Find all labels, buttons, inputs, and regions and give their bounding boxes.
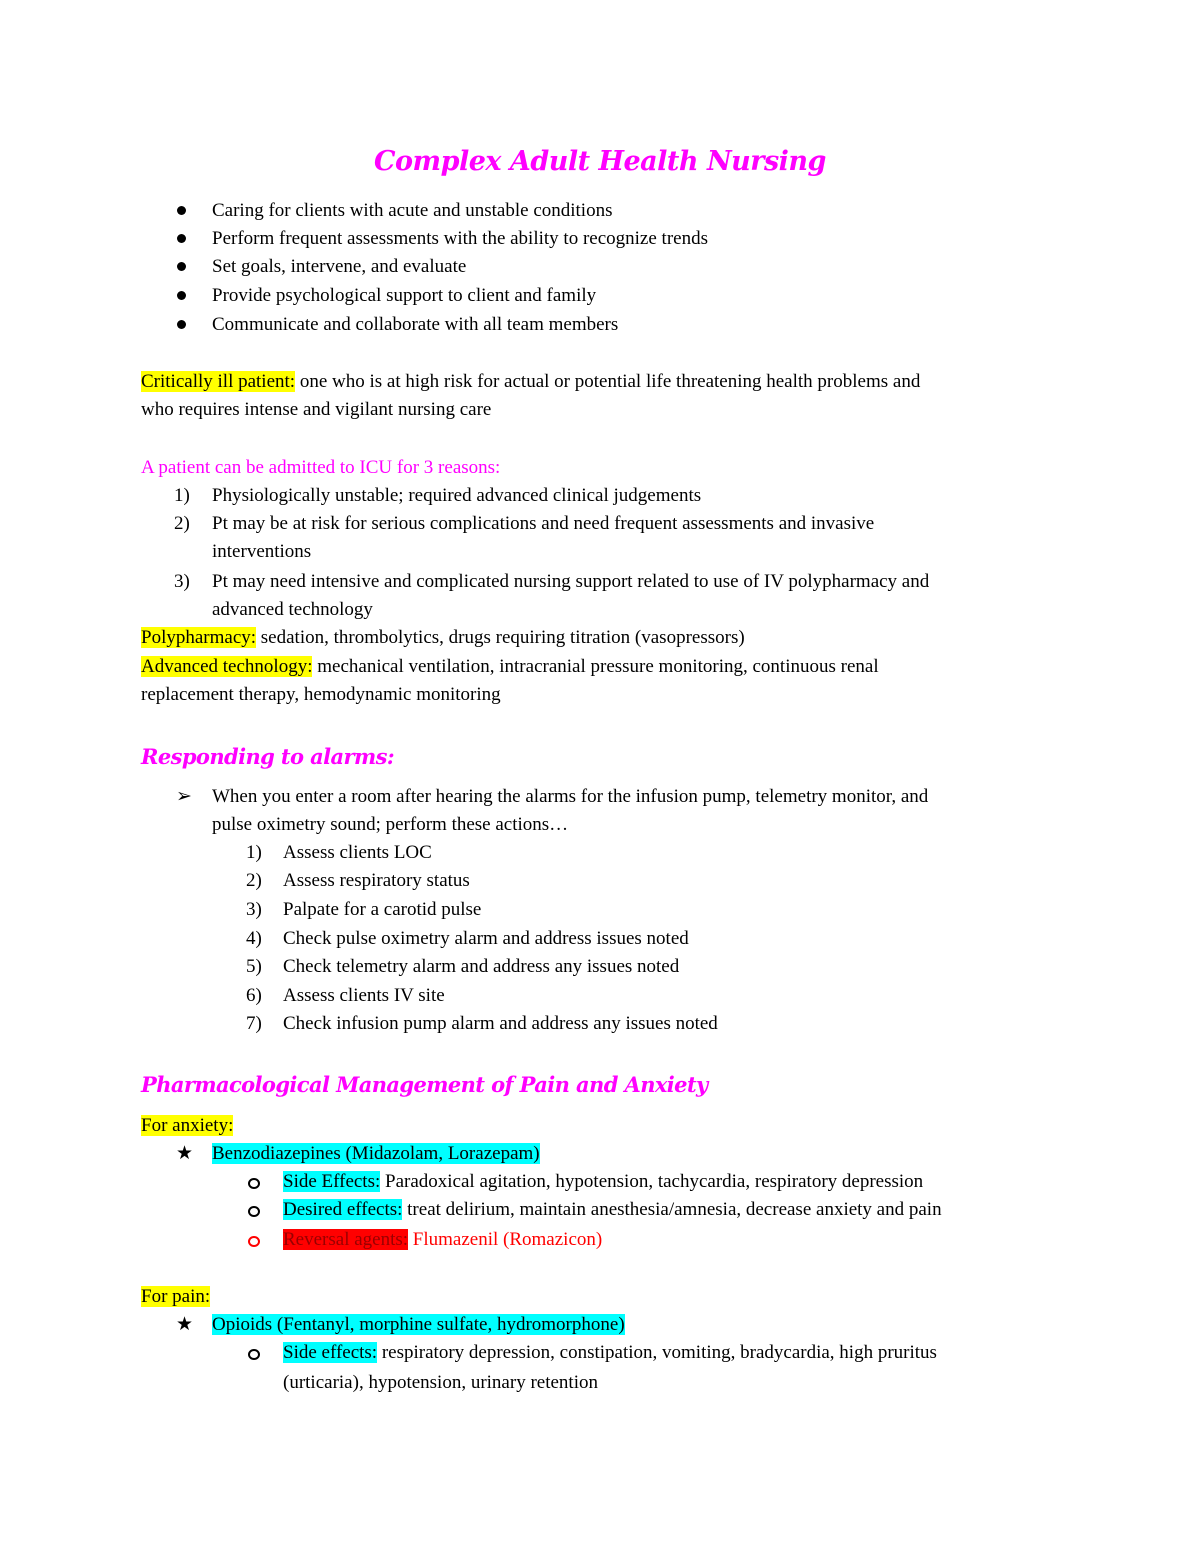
- anxiety-desired-effects: [283, 1196, 942, 1224]
- pain-side-effects: [283, 1339, 937, 1367]
- list-item: Check pulse oximetry alarm and address issues noted: [283, 928, 689, 949]
- side-effects-term: Side effects:: [283, 1342, 378, 1363]
- polypharmacy-definition: [141, 624, 745, 652]
- polypharmacy-term: Polypharmacy:: [141, 627, 257, 648]
- critically-ill-text: one who is at high risk for actual or potential life threatening health problems and: [295, 371, 921, 392]
- list-item: Communicate and collaborate with all team members: [212, 314, 619, 335]
- bullet-icon: [177, 234, 186, 243]
- star-bullet-icon: ★: [176, 1143, 194, 1164]
- pain-side-effects-cont: (urticaria), hypotension, urinary retention: [283, 1372, 598, 1393]
- advanced-technology-term: Advanced technology:: [141, 656, 313, 677]
- list-item: Assess clients LOC: [283, 842, 432, 863]
- reversal-agents-text: Flumazenil (Romazicon): [408, 1229, 603, 1250]
- anxiety-drug: [212, 1140, 540, 1168]
- list-number: 1): [174, 485, 190, 506]
- bullet-icon: [177, 206, 186, 215]
- list-item: Perform frequent assessments with the ability to recognize trends: [212, 228, 708, 249]
- desired-effects-text: treat delirium, maintain anesthesia/amnesia, decrease anxiety and pain: [402, 1199, 942, 1220]
- circle-bullet-icon: [248, 1178, 260, 1189]
- bullet-icon: [177, 262, 186, 271]
- bullet-icon: [177, 291, 186, 300]
- anxiety-label: [141, 1112, 233, 1140]
- list-number: 2): [246, 870, 262, 891]
- anxiety-label-text: For anxiety:: [141, 1115, 234, 1136]
- list-item: Pt may be at risk for serious complications and need frequent assessments and invasive: [212, 513, 875, 534]
- pain-label: [141, 1283, 210, 1311]
- advanced-technology-text-cont: replacement therapy, hemodynamic monitoring: [141, 684, 501, 705]
- anxiety-reversal-agents: [283, 1226, 602, 1254]
- reversal-agents-term: Reversal agents:: [283, 1229, 409, 1250]
- icu-reasons-heading: A patient can be admitted to ICU for 3 reasons:: [141, 457, 501, 478]
- pain-label-text: For pain:: [141, 1286, 211, 1307]
- side-effects-text: respiratory depression, constipation, vomiting, bradycardia, high pruritus: [377, 1342, 937, 1363]
- circle-bullet-icon: [248, 1349, 260, 1360]
- alarms-heading: Responding to alarms:: [141, 744, 394, 769]
- list-number: 3): [246, 899, 262, 920]
- bullet-icon: [177, 320, 186, 329]
- pain-drug: [212, 1311, 625, 1339]
- list-item: Pt may need intensive and complicated nursing support related to use of IV polypharmacy and: [212, 571, 930, 592]
- list-item: Set goals, intervene, and evaluate: [212, 256, 467, 277]
- list-number: 7): [246, 1013, 262, 1034]
- list-item: Provide psychological support to client and family: [212, 285, 597, 306]
- pharm-heading: Pharmacological Management of Pain and Anxiety: [141, 1072, 708, 1097]
- alarms-intro-cont: pulse oximetry sound; perform these actions…: [212, 814, 569, 835]
- list-number: 5): [246, 956, 262, 977]
- star-bullet-icon: ★: [176, 1314, 194, 1335]
- list-item: Caring for clients with acute and unstable conditions: [212, 200, 613, 221]
- arrow-bullet-icon: ➢: [176, 786, 192, 807]
- list-number: 4): [246, 928, 262, 949]
- list-item: Palpate for a carotid pulse: [283, 899, 482, 920]
- critically-ill-term: Critically ill patient:: [141, 371, 296, 392]
- list-item-cont: advanced technology: [212, 599, 373, 620]
- advanced-technology-text: mechanical ventilation, intracranial pressure monitoring, continuous renal: [312, 656, 879, 677]
- circle-bullet-icon: [248, 1206, 260, 1217]
- list-item: Check infusion pump alarm and address any issues noted: [283, 1013, 718, 1034]
- list-item: Assess clients IV site: [283, 985, 445, 1006]
- anxiety-side-effects: [283, 1168, 923, 1196]
- list-number: 6): [246, 985, 262, 1006]
- polypharmacy-text: sedation, thrombolytics, drugs requiring titration (vasopressors): [256, 627, 745, 648]
- page-title: Complex Adult Health Nursing: [374, 146, 826, 177]
- advanced-technology-definition: [141, 653, 879, 681]
- pain-drug-text: Opioids (Fentanyl, morphine sulfate, hydromorphone): [212, 1314, 625, 1335]
- critically-ill-definition: [141, 368, 920, 396]
- critically-ill-text-cont: who requires intense and vigilant nursing care: [141, 399, 492, 420]
- list-item: Physiologically unstable; required advanced clinical judgements: [212, 485, 702, 506]
- side-effects-text: Paradoxical agitation, hypotension, tachycardia, respiratory depression: [380, 1171, 924, 1192]
- circle-bullet-icon: [248, 1236, 260, 1247]
- list-number: 1): [246, 842, 262, 863]
- list-item-cont: interventions: [212, 541, 312, 562]
- alarms-intro: When you enter a room after hearing the alarms for the infusion pump, telemetry monitor, and: [212, 786, 929, 807]
- list-item: Check telemetry alarm and address any issues noted: [283, 956, 680, 977]
- desired-effects-term: Desired effects:: [283, 1199, 403, 1220]
- list-number: 3): [174, 571, 190, 592]
- list-number: 2): [174, 513, 190, 534]
- side-effects-term: Side Effects:: [283, 1171, 381, 1192]
- list-item: Assess respiratory status: [283, 870, 470, 891]
- anxiety-drug-text: Benzodiazepines (Midazolam, Lorazepam): [212, 1143, 540, 1164]
